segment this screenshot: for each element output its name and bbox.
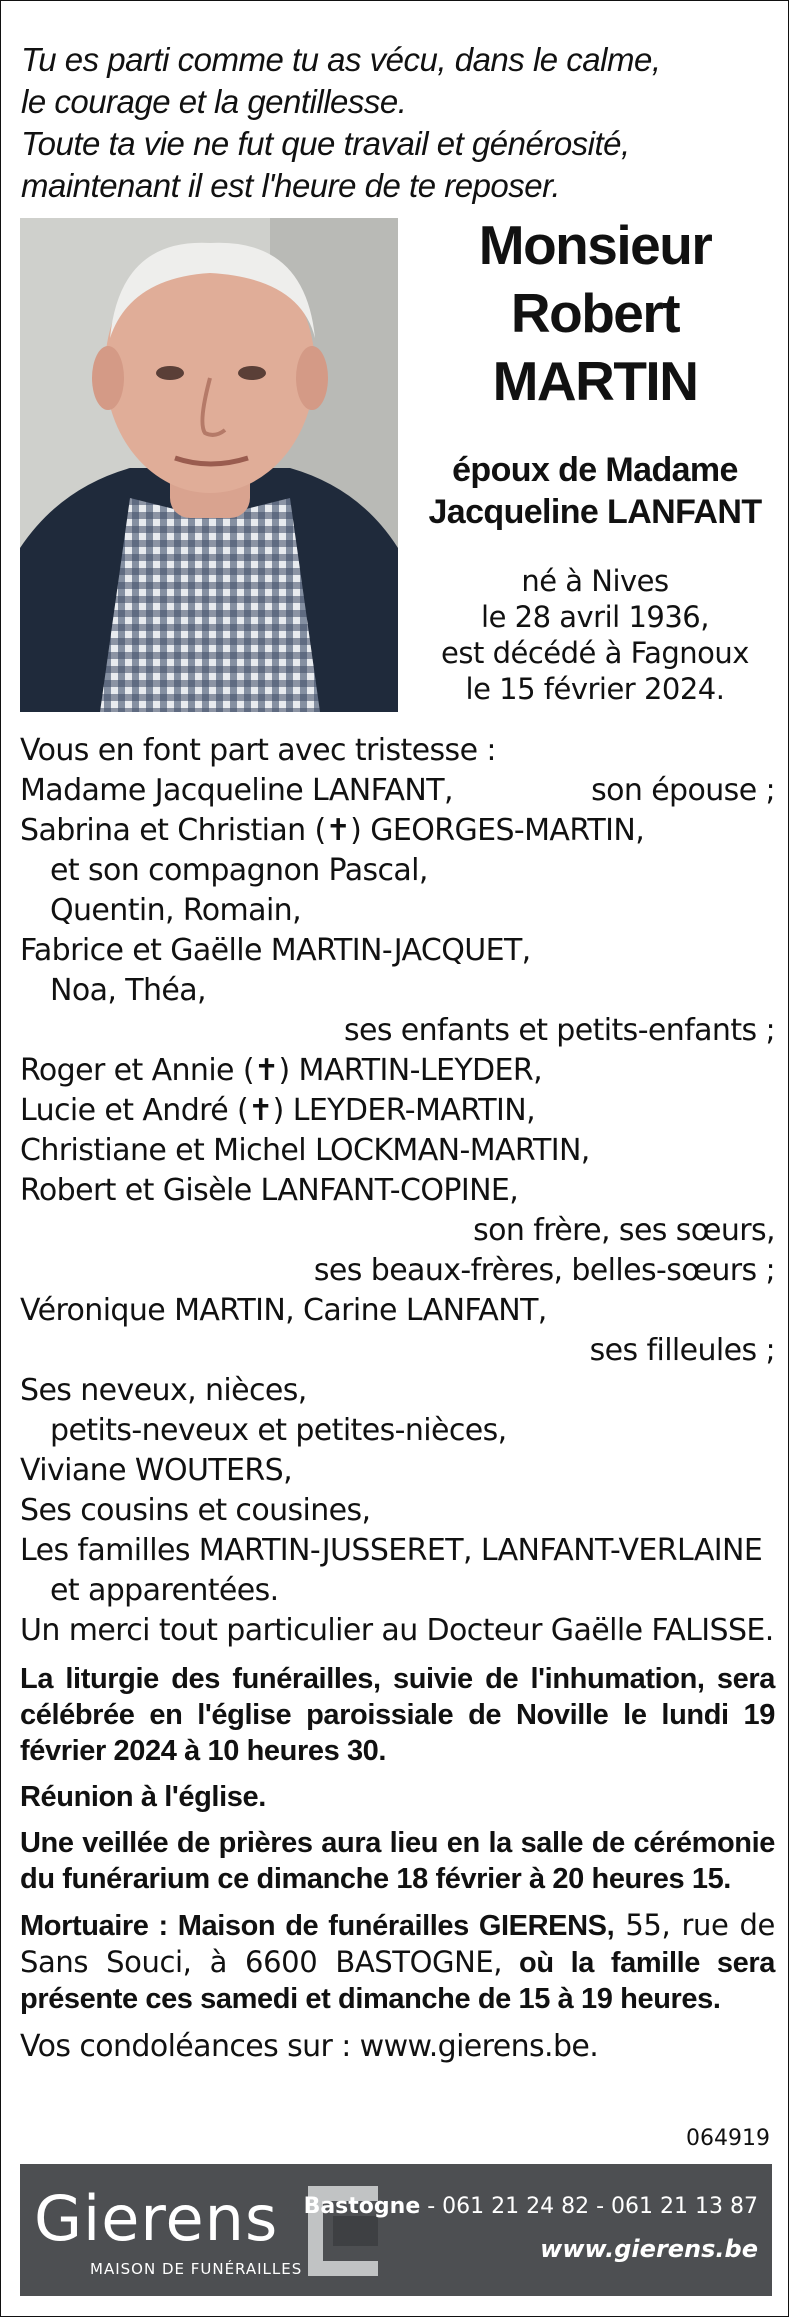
poem <box>21 39 771 207</box>
deceased-name-block <box>401 211 789 707</box>
website-link[interactable]: www.gierens.be <box>540 2235 758 2263</box>
honorific: Monsieur <box>478 214 712 276</box>
portrait-image <box>20 218 398 712</box>
phone-numbers: - 061 21 24 82 - 061 21 13 87 <box>420 2194 758 2219</box>
portrait-photo <box>20 218 398 712</box>
family-line: Ses neveux, nièces, <box>20 1373 307 1408</box>
birth-line: né à Nives <box>521 564 669 598</box>
relation-label: ses filleules ; <box>589 1333 775 1368</box>
brand-subtitle: MAISON DE FUNÉRAILLES <box>90 2260 303 2278</box>
poem-line: maintenant il est l'heure de te reposer. <box>21 167 561 204</box>
vigil-info: Une veillée de prières aura lieu en la salle de cérémonie du funérarium ce dimanche 18 février à 20 heures 15. <box>20 1827 775 1895</box>
family-line: Robert et Gisèle LANFANT-COPINE, <box>20 1173 519 1208</box>
family-line: et apparentées. <box>50 1573 279 1608</box>
brand-logo: Gierens <box>34 2182 279 2255</box>
family-line: Viviane WOUTERS, <box>20 1453 293 1488</box>
meeting-info: Réunion à l'église. <box>20 1781 266 1813</box>
first-name: Robert <box>510 282 680 344</box>
birth-line: le 28 avril 1936, <box>481 600 709 634</box>
family-line: Fabrice et Gaëlle MARTIN-JACQUET, <box>20 933 531 968</box>
last-name: MARTIN <box>492 350 698 412</box>
announcement-body <box>20 731 775 2067</box>
spouse-info <box>401 449 789 533</box>
condolences-line: Vos condoléances sur : www.gierens.be. <box>20 2029 599 2064</box>
poem-line: le courage et la gentillesse. <box>21 83 407 120</box>
mortuary-address: 55, rue de Sans Souci, à 6600 BASTOGNE, <box>20 1908 775 1979</box>
mortuary-bold: où la famille sera présente ces samedi et dimanche de 15 à 19 heures. <box>20 1947 775 2015</box>
thanks-line: Un merci tout particulier au Docteur Gaëlle FALISSE. <box>20 1613 774 1648</box>
spouse-row <box>20 771 775 811</box>
birth-death-info <box>401 563 789 707</box>
spouse-line: Jacqueline LANFANT <box>428 493 762 531</box>
family-line: Noa, Théa, <box>50 973 206 1008</box>
family-line: Quentin, Romain, <box>50 893 302 928</box>
mortuary-info <box>20 1907 775 2017</box>
relation-label: ses beaux-frères, belles-sœurs ; <box>313 1253 775 1288</box>
birth-line: est décédé à Fagnoux <box>441 636 749 670</box>
birth-line: le 15 février 2024. <box>465 672 725 706</box>
spouse-role: son épouse ; <box>591 773 775 808</box>
family-line: et son compagnon Pascal, <box>50 853 428 888</box>
poem-line: Tu es parti comme tu as vécu, dans le calme, <box>21 41 661 78</box>
family-line: Lucie et André (✝) LEYDER-MARTIN, <box>20 1093 536 1128</box>
family-line: Les familles MARTIN-JUSSERET, LANFANT-VERLAINE <box>20 1533 763 1568</box>
mortuary-bold: Mortuaire : Maison de funérailles GIERENS, <box>20 1910 615 1942</box>
family-line: Véronique MARTIN, Carine LANFANT, <box>20 1293 547 1328</box>
funeral-home-banner <box>20 2164 772 2296</box>
family-line: Christiane et Michel LOCKMAN-MARTIN, <box>20 1133 590 1168</box>
relation-label: ses enfants et petits-enfants ; <box>343 1013 775 1048</box>
liturgy-info: La liturgie des funérailles, suivie de l'inhumation, sera célébrée en l'église paroissiale de Noville le lundi 19 février 2024 à 10 heures 30. <box>20 1663 775 1767</box>
city-name: Bastogne <box>303 2194 421 2219</box>
reference-number: 064919 <box>686 2126 770 2151</box>
family-line: Ses cousins et cousines, <box>20 1493 371 1528</box>
family-line: Roger et Annie (✝) MARTIN-LEYDER, <box>20 1053 543 1088</box>
poem-line: Toute ta vie ne fut que travail et générosité, <box>21 125 630 162</box>
phone-line <box>304 2186 758 2228</box>
spouse-name: Madame Jacqueline LANFANT, <box>20 773 453 808</box>
spouse-line: époux de Madame <box>452 451 738 489</box>
relation-label: son frère, ses sœurs, <box>473 1213 775 1248</box>
contact-info <box>304 2186 758 2270</box>
family-line: Sabrina et Christian (✝) GEORGES-MARTIN, <box>20 813 645 848</box>
intro-line: Vous en font part avec tristesse : <box>20 733 496 768</box>
family-line: petits-neveux et petites-nièces, <box>50 1413 507 1448</box>
